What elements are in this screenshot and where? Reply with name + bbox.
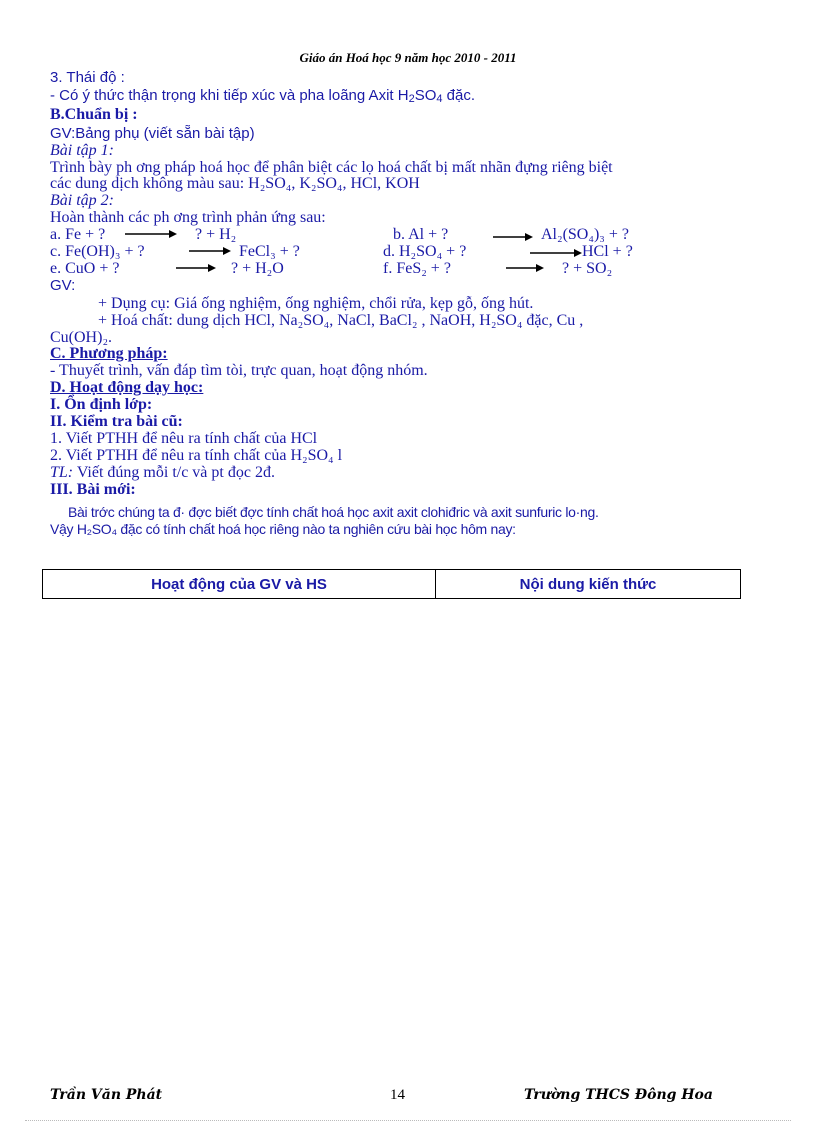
thaido-line: - Có ý thức thận trọng khi tiếp xúc và pha loãng Axit $H_2SO_4$ đặc. xyxy=(50,87,476,105)
footer-school: Trường THCS Đông Hoa xyxy=(524,1087,713,1103)
table-col-content: Nội dung kiến thức xyxy=(436,570,741,599)
eq-a-right: ? + H₂ xyxy=(195,226,237,243)
page-header: Giáo án Hoá học 9 năm học 2010 - 2011 xyxy=(299,50,517,65)
bai-tap-1-line1: Trình bày ph ơng pháp hoá học để phân biệt các lọ hoá chất bị mất nhãn đựng riêng biệt xyxy=(50,159,613,176)
eq-e-right: ? + H₂O xyxy=(231,260,284,277)
table-col-activities: Hoạt động của GV và HS xyxy=(43,570,436,599)
eq-b-left: b. Al + ? xyxy=(393,226,449,243)
gv-label: GV: xyxy=(50,277,76,294)
footer-page-number: 14 xyxy=(390,1087,405,1103)
eq-b-right: Al₂(SO₄)₃ + ? xyxy=(541,226,629,243)
eq-d-right: HCl + ? xyxy=(582,243,633,260)
eq-f-right: ? + SO₂ xyxy=(562,260,613,277)
section-ii-heading: II. Kiểm tra bài cũ: xyxy=(50,413,183,430)
section-d-heading: D. Hoạt động dạy học: xyxy=(50,379,204,396)
arrow-icon xyxy=(530,248,582,258)
kiem-tra-1: 1. Viết PTHH để nêu ra tính chất của HCl xyxy=(50,430,318,447)
bai-tap-2-title: Bài tập 2: xyxy=(50,192,114,209)
section-i-heading: I. Ổn định lớp: xyxy=(50,396,153,413)
dung-cu: + Dụng cụ: Giá ống nghiệm, ống nghiệm, chổi rửa, kẹp gỗ, ống hút. xyxy=(98,295,534,312)
eq-c-left: c. Fe(OH)₃ + ? xyxy=(50,243,145,260)
thaido-heading: 3. Thái độ : xyxy=(50,69,125,86)
arrow-icon xyxy=(493,232,533,242)
kiem-tra-2: 2. Viết PTHH để nêu ra tính chất của H₂SO₄ l xyxy=(50,447,343,464)
section-iii-heading: III. Bài mới: xyxy=(50,481,136,498)
eq-e-left: e. CuO + ? xyxy=(50,260,120,277)
bai-tap-2-line: Hoàn thành các ph ơng trình phản ứng sau: xyxy=(50,209,326,226)
bai-tap-1-line2: các dung dịch không màu sau: H₂SO₄, K₂SO₄, HCl, KOH xyxy=(50,175,420,192)
bai-tap-1-title: Bài tập 1: xyxy=(50,142,114,159)
hoa-chat: + Hoá chất: dung dịch HCl, Na₂SO₄, NaCl, BaCl₂ , NaOH, H₂SO₄ đặc, Cu , xyxy=(98,312,584,329)
section-c-line: - Thuyết trình, vấn đáp tìm tòi, trực quan, hoạt động nhóm. xyxy=(50,362,428,379)
bai-moi-line2: Vậy H₂SO₄ đặc có tính chất hoá học riêng nào ta nghiên cứu bài học hôm nay: xyxy=(50,521,516,537)
tra-loi: TL: Viết đúng mỗi t/c và pt đọc 2đ. xyxy=(50,464,275,481)
section-b-heading: B.Chuẩn bị : xyxy=(50,106,138,123)
section-c-heading: C. Phương pháp: xyxy=(50,345,168,362)
arrow-icon xyxy=(506,263,544,273)
eq-c-right: FeCl₃ + ? xyxy=(239,243,300,260)
gv-bang-phu: GV:Bảng phụ (viết sẵn bài tập) xyxy=(50,125,255,142)
lesson-table xyxy=(42,569,741,599)
footer-author: Trần Văn Phát xyxy=(50,1087,163,1103)
arrow-icon xyxy=(189,246,231,256)
footer-dotted-rule xyxy=(25,1120,791,1121)
bai-moi-line1: Bài trớc chúng ta đ· đợc biết đợc tính chất hoá học axit axit clohiđric và axit sunfuric lo·ng. xyxy=(68,504,599,520)
hoa-chat-cont: Cu(OH)₂. xyxy=(50,329,113,346)
arrow-icon xyxy=(176,263,216,273)
eq-a-left: a. Fe + ? xyxy=(50,226,106,243)
arrow-icon xyxy=(125,229,177,239)
eq-f-left: f. FeS₂ + ? xyxy=(383,260,451,277)
eq-d-left: d. H₂SO₄ + ? xyxy=(383,243,467,260)
